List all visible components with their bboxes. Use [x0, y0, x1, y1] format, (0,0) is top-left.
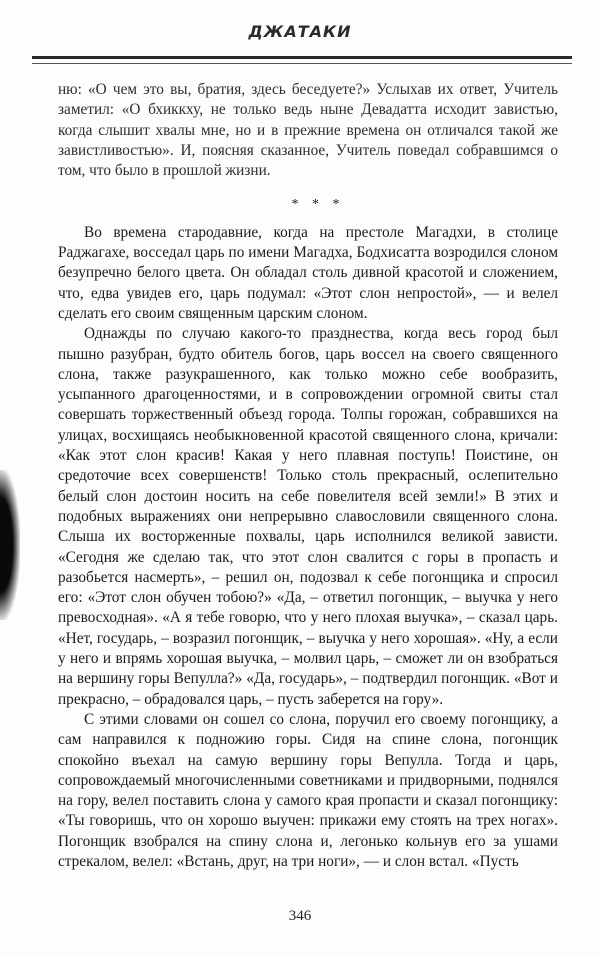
body-text [58, 80, 558, 872]
paragraph-continued: ню: «О чем это вы, братия, здесь беседуете?» Услыхав их ответ, Учитель заметил: «О бхиккху, не только ведь ныне Девадатта исходит завистью, когда слышит хвалы мне, но и в прежние времена он отличался такой же завистливостью». И, поясняя сказанное, Учитель поведал собравшимся о том, что было в прошлой жизни. [58, 81, 558, 180]
paragraph: С этими словами он сошел со слона, поручил его своему погонщику, а сам направился к подножию горы. Сидя на спине слона, погонщик спокойно въехал на самую вершину горы Вепулла. Тогда и царь, сопровождаемый многочисленными советниками и придворными, поднялся на гору, велел поставить слона у самого края пропасти и сказал погонщику: «Ты говоришь, что он хорошо выучен: прикажи ему стоять на трех ногах». Погонщик взобрался на спину слона и, легонько кольнув его за ушами стрекалом, велел: «Встань, друг, на три ноги», — и слон встал. «Пусть [58, 710, 558, 870]
running-header-title: ДЖАТАКИ [248, 22, 352, 41]
binding-shadow [0, 470, 20, 620]
paragraph: Однажды по случаю какого-то празднества, когда весь город был пышно разубран, будто обитель богов, царь воссел на своего священного слона, также разукрашенного, как только можно себе вообразить, усыпанного драгоценностями, и в сопровождении огромной свиты стал совершать торжественный объезд города. Толпы горожан, собравшихся на улицах, восхищаясь необыкновенной красотой священного слона, кричали: «Как этот слон красив! Какая у него плавная поступь! Поистине, он средоточие всех совершенств! Только столь прекрасный, ослепительно белый слон достоин носить на себе повелителя всей земли!» В этих и подобных выражениях они непрерывно славословили священного слона. Слыша их восторженные похвалы, царь исполнился великой зависти. «Сегодня же сделаю так, что этот слон свалится с горы в пропасть и разобьется насмерть», – решил он, подозвал к себе погонщика и спросил его: «Этот слон обучен тобою?» «Да, – ответил погонщик, – выучка у него превосходная». «А я тебе говорю, что у него плохая выучка», – сказал царь. «Нет, государь, – возразил погонщик, – выучка у него хорошая». «Ну, а если у него и впрямь хорошая выучка, – молвил царь, – сможет ли он взобраться на вершину горы Вепулла?» «Да, государь», – подтвердил погонщик. «Вот и прекрасно, – обрадовался царь, – пусть заберется на гору». [58, 325, 558, 708]
section-separator: * * * [291, 197, 345, 213]
header-rule-thick [32, 56, 572, 59]
paragraph: Во времена стародавние, когда на престоле Магадхи, в столице Раджагахе, восседал царь по имени Магадха, Бодхисатта возродился слоном безупречно белого цвета. Он обладал столь дивной красотой и сложением, что, едва увидев его, царь подумал: «Этот слон непростой», — и велел сделать его своим священным царским слоном. [58, 223, 558, 322]
header-rule-thin [32, 63, 572, 64]
page-number: 346 [288, 908, 312, 924]
